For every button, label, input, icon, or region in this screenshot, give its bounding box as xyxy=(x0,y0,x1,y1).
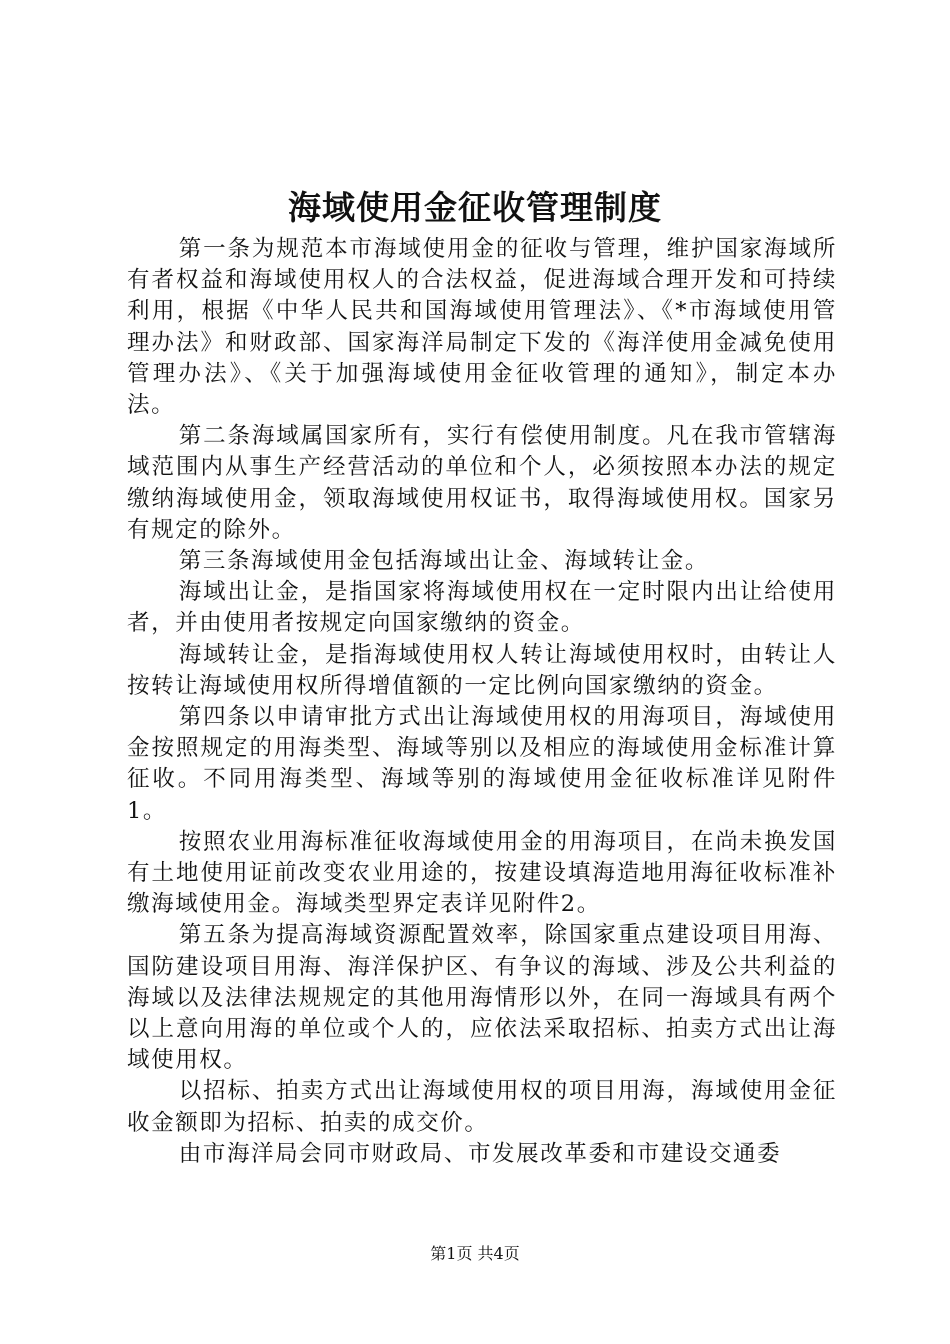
paragraph-article-1: 第一条为规范本市海域使用金的征收与管理，维护国家海域所有者权益和海域使用权人的合法权益，促进海域合理开发和可持续利用，根据《中华人民共和国海域使用管理法》、《*市海域使用管理办法》和财政部、国家海洋局制定下发的《海洋使用金减免使用管理办法》、《关于加强海域使用金征收管理的通知》，制定本办法。 xyxy=(127,236,837,419)
paragraph-continued: 由市海洋局会同市财政局、市发展改革委和市建设交通委 xyxy=(178,1140,782,1167)
paragraph-transfer-fee-definition: 海域出让金，是指国家将海域使用权在一定时限内出让给使用者，并由使用者按规定向国家缴纳的资金。 xyxy=(127,579,837,637)
paragraph-article-5: 第五条为提高海域资源配置效率，除国家重点建设项目用海、国防建设项目用海、海洋保护区、有争议的海域、涉及公共利益的海域以及法律法规规定的其他用海情形以外，在同一海域具有两个以上意向用海的单位或个人的，应依法采取招标、拍卖方式出让海域使用权。 xyxy=(127,922,837,1074)
page-footer: 第1页 共4页 xyxy=(430,1244,520,1263)
paragraph-article-3: 第三条海域使用金包括海域出让金、海域转让金。 xyxy=(178,548,709,575)
paragraph-article-2: 第二条海域属国家所有，实行有偿使用制度。凡在我市管辖海域范围内从事生产经营活动的单位和个人，必须按照本办法的规定缴纳海域使用金，领取海域使用权证书，取得海域使用权。国家另有规定的除外。 xyxy=(127,423,837,543)
document-body xyxy=(127,234,837,1170)
paragraph-resale-fee-definition: 海域转让金，是指海域使用权人转让海域使用权时，由转让人按转让海域使用权所得增值额的一定比例向国家缴纳的资金。 xyxy=(127,641,837,699)
document-title: 海域使用金征收管理制度 xyxy=(288,188,662,227)
paragraph-auction-price: 以招标、拍卖方式出让海域使用权的项目用海，海域使用金征收金额即为招标、拍卖的成交价。 xyxy=(127,1078,837,1136)
paragraph-agricultural-use: 按照农业用海标准征收海域使用金的用海项目，在尚未换发国有土地使用证前改变农业用途的，按建设填海造地用海征收标准补缴海域使用金。海域类型界定表详见附件2。 xyxy=(127,828,837,918)
paragraph-article-4: 第四条以申请审批方式出让海域使用权的用海项目，海域使用金按照规定的用海类型、海域等别以及相应的海域使用金标准计算征收。不同用海类型、海域等别的海域使用金征收标准详见附件1。 xyxy=(127,704,837,824)
